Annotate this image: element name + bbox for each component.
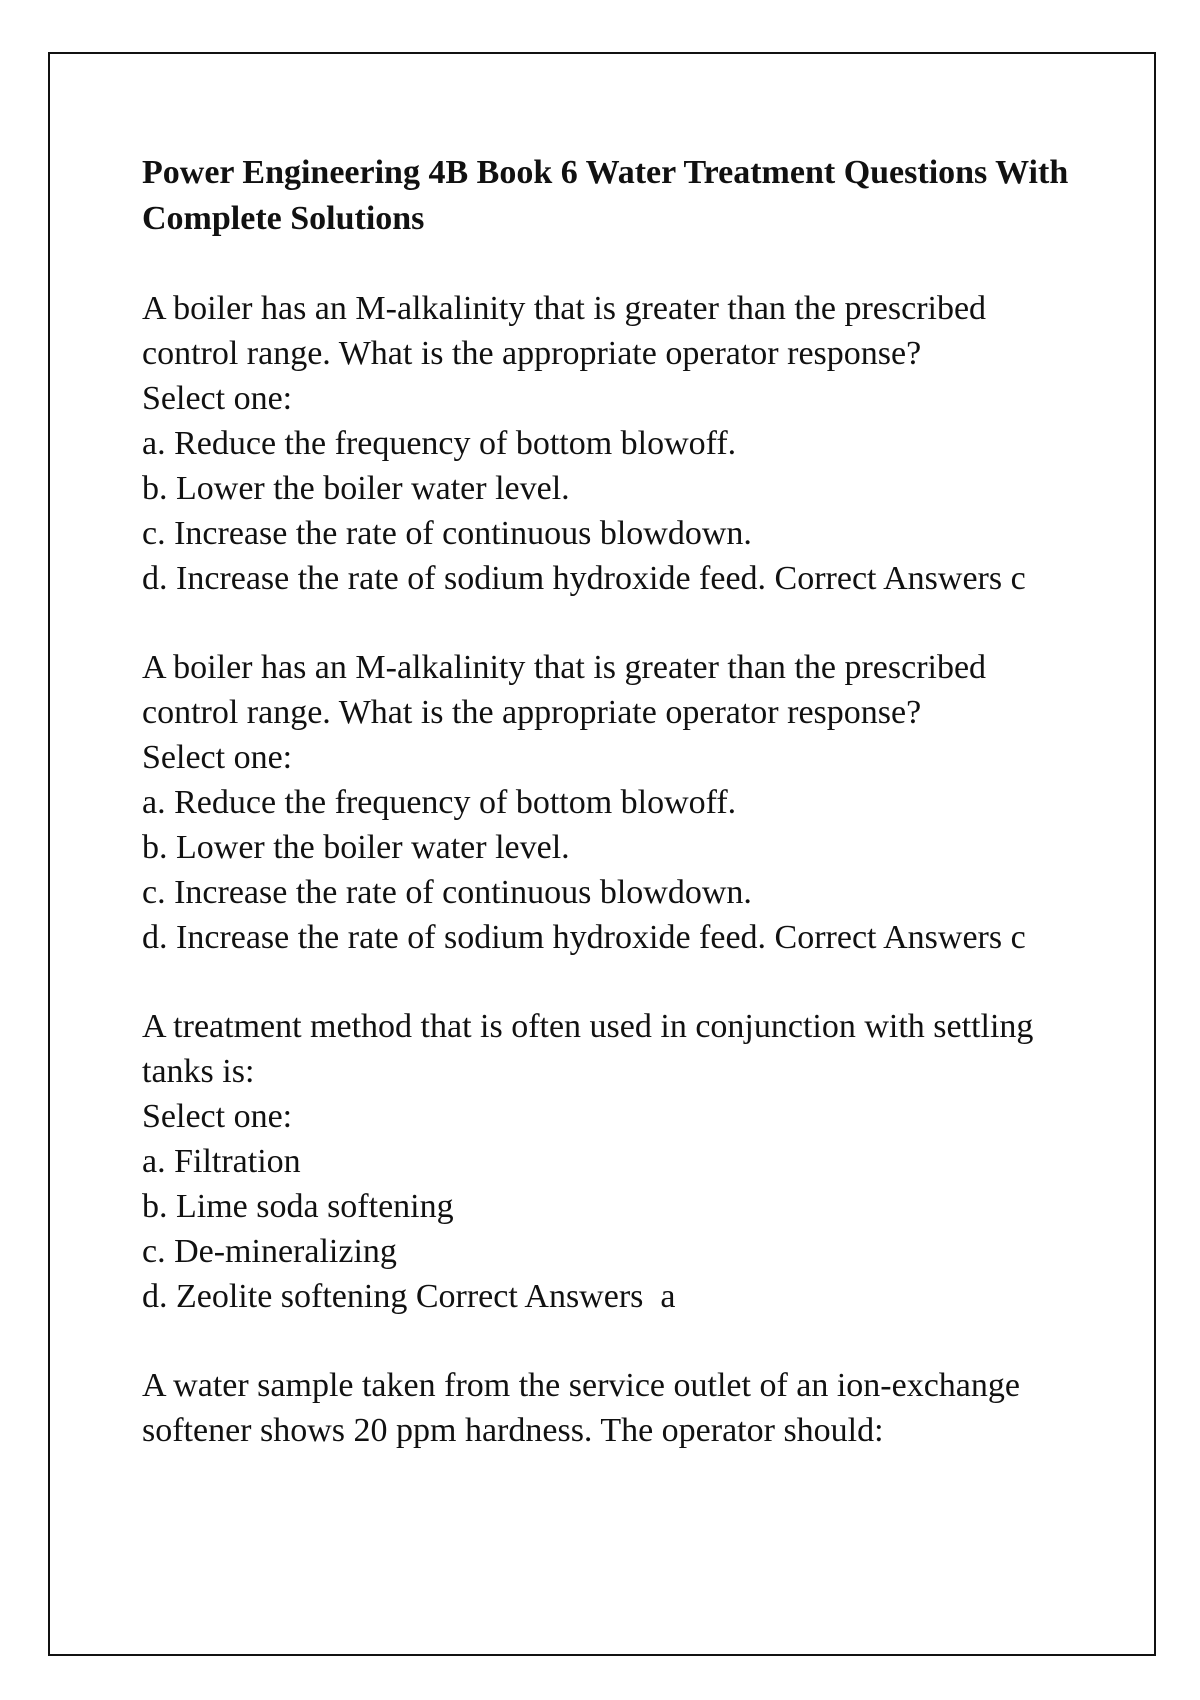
option-c: c. De-mineralizing bbox=[142, 1233, 397, 1270]
question-1 bbox=[142, 286, 1082, 601]
option-a: a. Reduce the frequency of bottom blowoff. bbox=[142, 784, 737, 821]
question-3 bbox=[142, 1004, 1082, 1319]
question-2 bbox=[142, 645, 1082, 960]
question-stem: A boiler has an M-alkalinity that is greater than the prescribed control range. What is the appropriate operator response? bbox=[142, 649, 987, 731]
option-d-with-answer: d. Increase the rate of sodium hydroxide feed. Correct Answers c bbox=[142, 919, 1026, 956]
question-stem: A treatment method that is often used in conjunction with settling tanks is: bbox=[142, 1008, 1034, 1090]
question-4 bbox=[142, 1363, 1082, 1453]
question-stem: A boiler has an M-alkalinity that is greater than the prescribed control range. What is the appropriate operator response? bbox=[142, 290, 987, 372]
option-d-with-answer: d. Increase the rate of sodium hydroxide feed. Correct Answers c bbox=[142, 560, 1026, 597]
option-a: a. Reduce the frequency of bottom blowoff. bbox=[142, 425, 737, 462]
question-prompt: Select one: bbox=[142, 380, 293, 417]
option-c: c. Increase the rate of continuous blowdown. bbox=[142, 874, 752, 911]
question-stem: A water sample taken from the service outlet of an ion-exchange softener shows 20 ppm hardness. The operator should: bbox=[142, 1367, 1020, 1449]
option-b: b. Lower the boiler water level. bbox=[142, 470, 570, 507]
option-d-with-answer: d. Zeolite softening Correct Answers a bbox=[142, 1278, 676, 1315]
document-body bbox=[142, 150, 1082, 1497]
question-prompt: Select one: bbox=[142, 739, 293, 776]
option-c: c. Increase the rate of continuous blowdown. bbox=[142, 515, 752, 552]
option-b: b. Lime soda softening bbox=[142, 1188, 454, 1225]
question-prompt: Select one: bbox=[142, 1098, 293, 1135]
option-b: b. Lower the boiler water level. bbox=[142, 829, 570, 866]
option-a: a. Filtration bbox=[142, 1143, 301, 1180]
document-title: Power Engineering 4B Book 6 Water Treatment Questions With Complete Solutions bbox=[142, 154, 1069, 237]
